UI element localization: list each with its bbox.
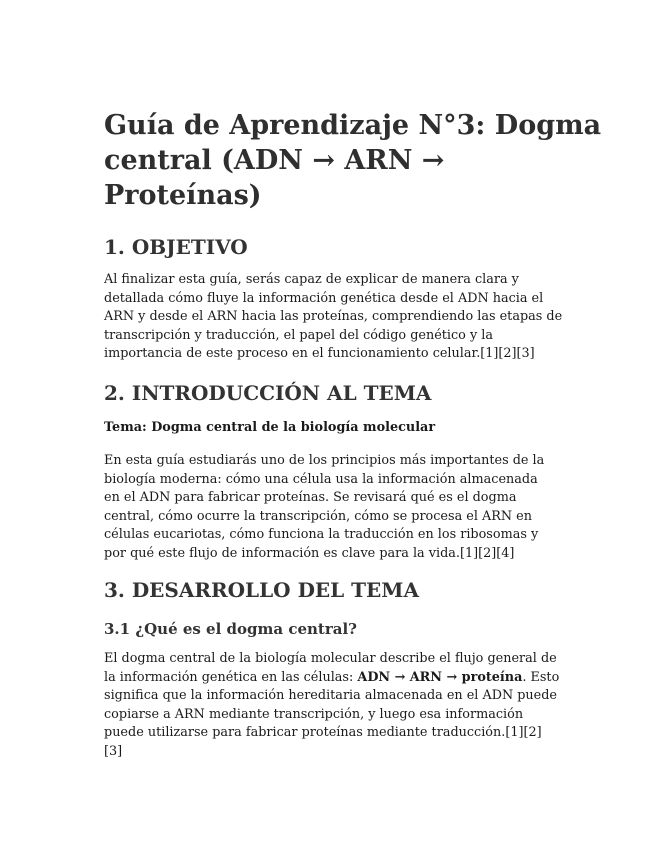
title-line: Guía de Aprendizaje N°3: Dogma [104, 110, 602, 141]
paragraph-line: [3] [104, 743, 123, 759]
paragraph-line: El dogma central de la biología molecular describe el flujo general de [104, 651, 557, 666]
paragraph-line: copiarse a ARN mediante transcripción, y luego esa información [104, 706, 524, 722]
development-heading: 3. DESARROLLO DEL TEMA [104, 578, 419, 602]
paragraph-line: por qué este flujo de información es clave para la vida.[1][2][4] [104, 545, 515, 561]
objective-heading: 1. OBJETIVO [104, 235, 248, 259]
paragraph-text-fragment: . Esto [522, 669, 560, 685]
document-title [104, 108, 602, 213]
paragraph-line: células eucariotas, cómo funciona la traducción en los ribosomas y [104, 527, 539, 542]
introduction-paragraph [104, 452, 554, 563]
objective-paragraph [104, 271, 563, 364]
genetic-flow-emphasis: ADN → ARN → proteína [357, 669, 523, 685]
paragraph-line [104, 669, 560, 688]
paragraph-line: biología moderna: cómo una célula usa la información almacenada [104, 471, 538, 487]
topic-label: Tema: Dogma central de la biología molecular [104, 420, 436, 435]
central-dogma-paragraph [104, 650, 560, 761]
paragraph-line: detallada cómo fluye la información genética desde el ADN hacia el [104, 290, 544, 306]
paragraph-line: Al finalizar esta guía, serás capaz de explicar de manera clara y [104, 272, 519, 287]
paragraph-line: importancia de este proceso en el funcionamiento celular.[1][2][3] [104, 346, 535, 361]
paragraph-line: puede utilizarse para fabricar proteínas mediante traducción.[1][2] [104, 725, 542, 740]
paragraph-line: ARN y desde el ARN hacia las proteínas, comprendiendo las etapas de [104, 309, 563, 324]
title-line: central (ADN → ARN → [104, 145, 445, 176]
paragraph-line: transcripción y traducción, el papel del código genético y la [104, 327, 493, 343]
paragraph-line: central, cómo ocurre la transcripción, cómo se procesa el ARN en [104, 508, 532, 524]
paragraph-text-fragment: la información genética en las células: [104, 669, 358, 685]
title-line: Proteínas) [104, 180, 262, 211]
introduction-heading: 2. INTRODUCCIÓN AL TEMA [104, 381, 432, 405]
central-dogma-subheading: 3.1 ¿Qué es el dogma central? [104, 620, 357, 638]
paragraph-line: significa que la información hereditaria almacenada en el ADN puede [104, 688, 557, 703]
paragraph-line: en el ADN para fabricar proteínas. Se revisará qué es el dogma [104, 490, 517, 505]
paragraph-line: En esta guía estudiarás uno de los principios más importantes de la [104, 453, 545, 468]
